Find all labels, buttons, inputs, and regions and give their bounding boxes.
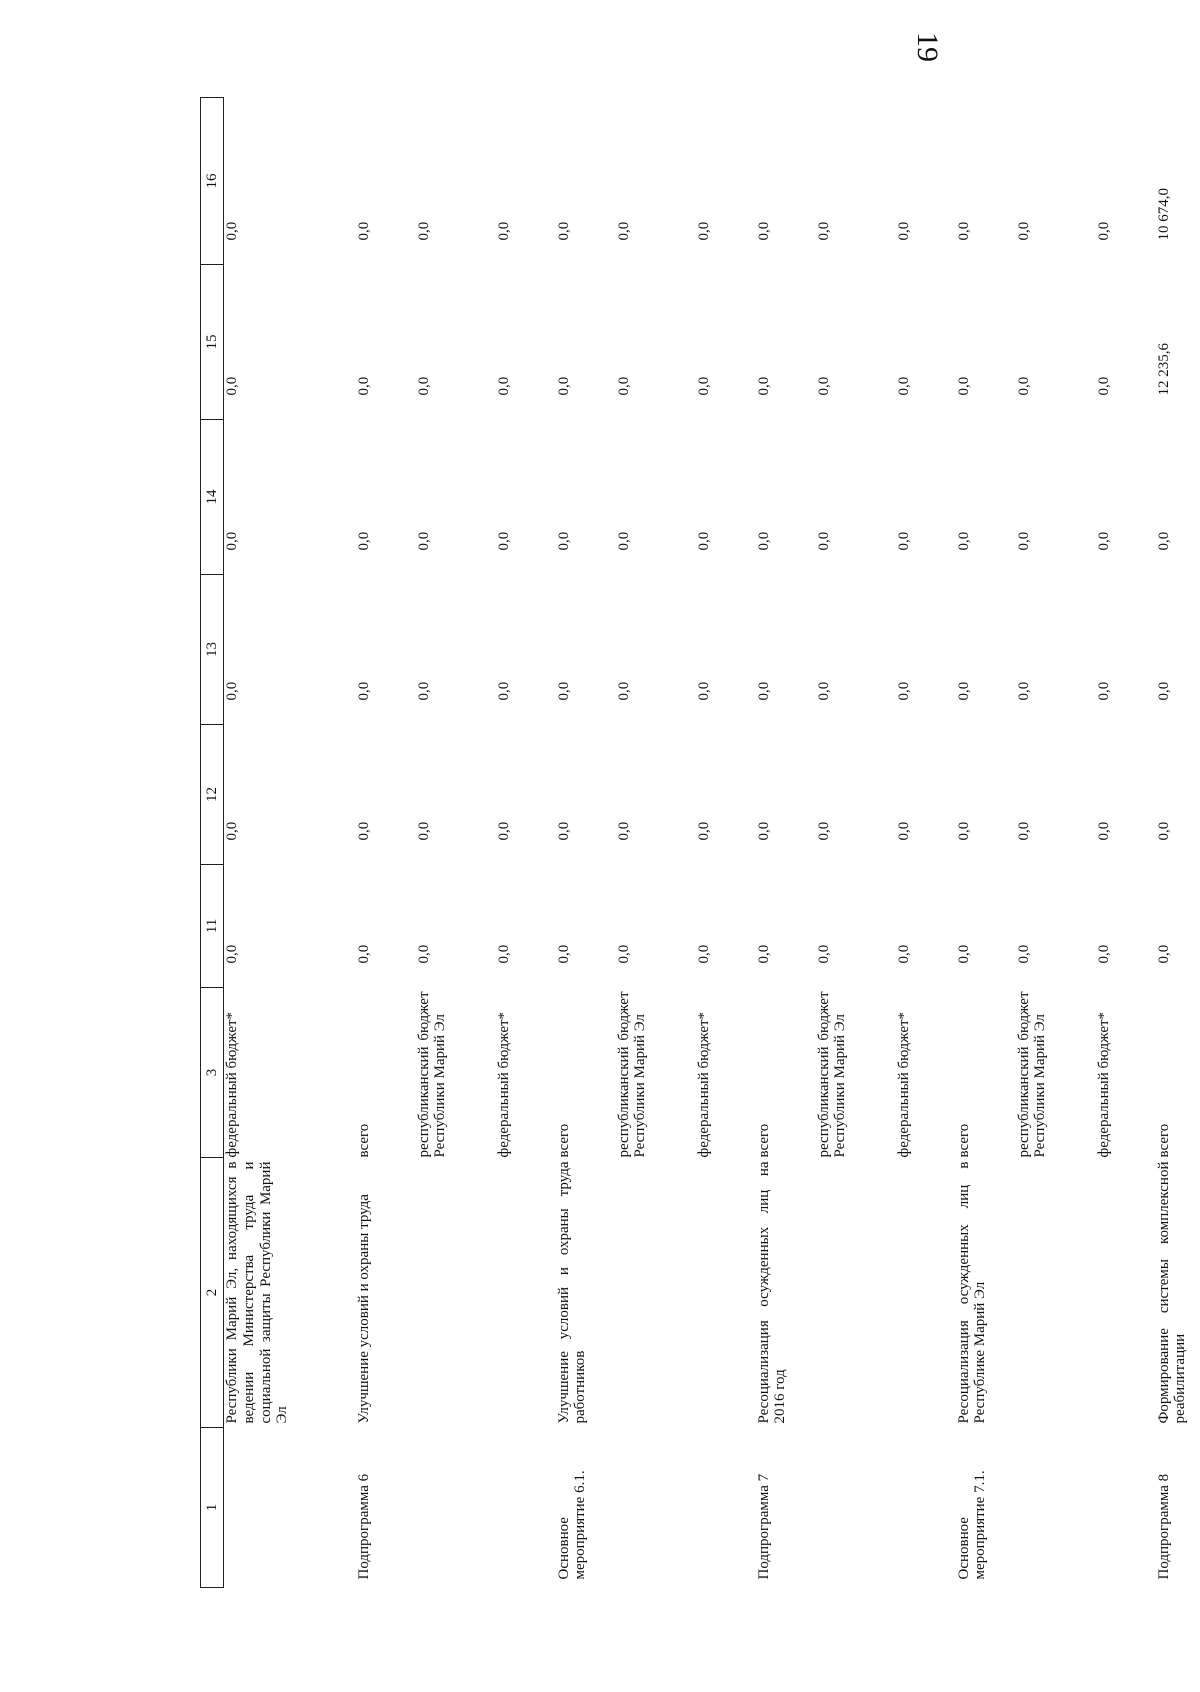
program-name-cell xyxy=(1096,1428,1156,1588)
program-name-cell: Подпрограмма 6 xyxy=(355,1473,372,1580)
value-cell: 0,0 xyxy=(955,681,972,701)
value-cell: 0,0 xyxy=(755,376,772,396)
value-cell: 0,0 xyxy=(224,681,240,701)
value-cell: 0,0 xyxy=(1095,221,1112,241)
value-cell: 0,0 xyxy=(495,221,512,241)
description-cell: Улучшение условий и охраны труда работников xyxy=(555,1161,589,1424)
column-header-1: 1 xyxy=(201,1428,224,1588)
value-cell: 0,0 xyxy=(415,221,432,241)
value-cell: 0,0 xyxy=(895,681,912,701)
value-cell: 0,0 xyxy=(695,821,712,841)
value-cell: 0,0 xyxy=(815,221,832,241)
funding-source-cell: всего xyxy=(1155,1123,1172,1158)
program-name-cell: Основное мероприятие 6.1. xyxy=(555,1470,589,1580)
value-cell: 0,0 xyxy=(1095,376,1112,396)
program-name-cell xyxy=(616,1428,696,1588)
column-header-12: 12 xyxy=(201,725,224,865)
value-cell: 0,0 xyxy=(355,376,372,396)
value-cell: 0,0 xyxy=(555,221,572,241)
value-cell: 0,0 xyxy=(955,531,972,551)
value-cell: 0,0 xyxy=(955,944,972,964)
budget-table xyxy=(200,97,1200,1588)
funding-source-cell: всего xyxy=(755,1123,772,1158)
value-cell: 0,0 xyxy=(224,821,240,841)
value-cell: 0,0 xyxy=(895,376,912,396)
rotated-table-frame xyxy=(200,98,1189,1588)
value-cell: 0,0 xyxy=(695,681,712,701)
table-row xyxy=(224,98,356,1588)
value-cell: 0,0 xyxy=(1095,681,1112,701)
header-row xyxy=(201,98,224,1588)
program-name-cell xyxy=(416,1428,496,1588)
value-cell: 10 674,0 xyxy=(1155,188,1172,241)
value-cell: 0,0 xyxy=(1155,821,1172,841)
program-name-cell xyxy=(1016,1428,1096,1588)
description-cell xyxy=(1096,1158,1156,1428)
value-cell: 0,0 xyxy=(555,681,572,701)
value-cell: 0,0 xyxy=(224,376,240,396)
description-cell xyxy=(896,1158,956,1428)
funding-source-cell: всего xyxy=(555,1123,572,1158)
value-cell: 0,0 xyxy=(1015,531,1032,551)
program-name-cell xyxy=(896,1428,956,1588)
value-cell: 0,0 xyxy=(355,821,372,841)
value-cell: 0,0 xyxy=(615,944,632,964)
value-cell: 0,0 xyxy=(695,944,712,964)
value-cell: 0,0 xyxy=(415,531,432,551)
column-header-16: 16 xyxy=(201,98,224,265)
table-row xyxy=(756,98,816,1588)
value-cell: 0,0 xyxy=(1155,944,1172,964)
value-cell: 0,0 xyxy=(695,531,712,551)
table-row xyxy=(816,98,896,1588)
value-cell: 0,0 xyxy=(1015,944,1032,964)
value-cell: 0,0 xyxy=(895,821,912,841)
table-row xyxy=(956,98,1016,1588)
value-cell: 0,0 xyxy=(495,944,512,964)
table-row xyxy=(356,98,416,1588)
program-name-cell xyxy=(816,1428,896,1588)
value-cell: 0,0 xyxy=(755,531,772,551)
value-cell: 0,0 xyxy=(1155,681,1172,701)
value-cell: 0,0 xyxy=(415,821,432,841)
value-cell: 0,0 xyxy=(555,376,572,396)
description-cell xyxy=(816,1158,896,1428)
funding-source-cell: федеральный бюджет* xyxy=(224,1011,240,1158)
value-cell: 0,0 xyxy=(224,944,240,964)
column-header-11: 11 xyxy=(201,865,224,988)
value-cell: 0,0 xyxy=(415,944,432,964)
program-name-cell: Подпрограмма 8 xyxy=(1155,1473,1172,1580)
value-cell: 0,0 xyxy=(815,531,832,551)
table-row xyxy=(696,98,756,1588)
funding-source-cell: республиканский бюджет Республики Марий Эл xyxy=(815,991,849,1158)
column-header-13: 13 xyxy=(201,575,224,725)
value-cell: 0,0 xyxy=(415,376,432,396)
value-cell: 0,0 xyxy=(755,821,772,841)
value-cell: 0,0 xyxy=(955,821,972,841)
page-number: 19 xyxy=(911,32,944,62)
value-cell: 0,0 xyxy=(755,221,772,241)
value-cell: 0,0 xyxy=(495,376,512,396)
program-name-cell xyxy=(224,1428,356,1588)
column-header-3: 3 xyxy=(201,988,224,1158)
funding-source-cell: федеральный бюджет* xyxy=(1095,1011,1112,1158)
value-cell: 0,0 xyxy=(615,221,632,241)
value-cell: 0,0 xyxy=(755,944,772,964)
program-name-cell: Подпрограмма 7 xyxy=(755,1473,772,1580)
description-cell: Улучшение условий и охраны труда xyxy=(355,1194,372,1424)
program-name-cell: Основное мероприятие 7.1. xyxy=(955,1470,989,1580)
description-cell xyxy=(696,1158,756,1428)
column-header-15: 15 xyxy=(201,265,224,420)
value-cell: 0,0 xyxy=(495,681,512,701)
value-cell: 0,0 xyxy=(815,944,832,964)
value-cell: 0,0 xyxy=(355,531,372,551)
value-cell: 0,0 xyxy=(815,681,832,701)
value-cell: 0,0 xyxy=(615,821,632,841)
value-cell: 0,0 xyxy=(1095,821,1112,841)
description-cell: Ресоциализация осужденных лиц в Республике Марий Эл xyxy=(955,1161,989,1424)
table-row xyxy=(896,98,956,1588)
description-cell xyxy=(1016,1158,1096,1428)
description-cell xyxy=(616,1158,696,1428)
value-cell: 0,0 xyxy=(495,821,512,841)
table-row xyxy=(496,98,556,1588)
funding-source-cell: федеральный бюджет* xyxy=(895,1011,912,1158)
value-cell: 0,0 xyxy=(1095,531,1112,551)
table-row xyxy=(616,98,696,1588)
value-cell: 0,0 xyxy=(815,376,832,396)
value-cell: 0,0 xyxy=(1095,944,1112,964)
value-cell: 0,0 xyxy=(355,221,372,241)
program-name-cell xyxy=(496,1428,556,1588)
value-cell: 12 235,6 xyxy=(1155,343,1172,396)
value-cell: 0,0 xyxy=(1015,681,1032,701)
value-cell: 0,0 xyxy=(895,531,912,551)
table-row xyxy=(1096,98,1156,1588)
value-cell: 0,0 xyxy=(555,531,572,551)
value-cell: 0,0 xyxy=(355,944,372,964)
value-cell: 0,0 xyxy=(495,531,512,551)
table-body xyxy=(224,98,1200,1588)
table-row xyxy=(1156,98,1200,1588)
value-cell: 0,0 xyxy=(1015,221,1032,241)
funding-source-cell: всего xyxy=(355,1123,372,1158)
value-cell: 0,0 xyxy=(895,944,912,964)
value-cell: 0,0 xyxy=(955,221,972,241)
value-cell: 0,0 xyxy=(1015,376,1032,396)
funding-source-cell: федеральный бюджет* xyxy=(495,1011,512,1158)
value-cell: 0,0 xyxy=(895,221,912,241)
value-cell: 0,0 xyxy=(815,821,832,841)
value-cell: 0,0 xyxy=(415,681,432,701)
table-row xyxy=(556,98,616,1588)
description-cell xyxy=(416,1158,496,1428)
value-cell: 0,0 xyxy=(755,681,772,701)
program-name-cell xyxy=(696,1428,756,1588)
value-cell: 0,0 xyxy=(1155,531,1172,551)
value-cell: 0,0 xyxy=(555,944,572,964)
funding-source-cell: республиканский бюджет Республики Марий Эл xyxy=(415,991,449,1158)
description-cell: Формирование системы комплексной реабилитации xyxy=(1155,1161,1189,1424)
column-header-2: 2 xyxy=(201,1158,224,1428)
value-cell: 0,0 xyxy=(615,681,632,701)
value-cell: 0,0 xyxy=(355,681,372,701)
funding-source-cell: всего xyxy=(955,1123,972,1158)
value-cell: 0,0 xyxy=(224,221,240,241)
value-cell: 0,0 xyxy=(224,531,240,551)
column-header-14: 14 xyxy=(201,420,224,575)
value-cell: 0,0 xyxy=(555,821,572,841)
value-cell: 0,0 xyxy=(955,376,972,396)
value-cell: 0,0 xyxy=(695,221,712,241)
description-cell: Ресоциализация осужденных лиц на 2016 год xyxy=(755,1161,789,1424)
value-cell: 0,0 xyxy=(695,376,712,396)
funding-source-cell: республиканский бюджет Республики Марий Эл xyxy=(1015,991,1049,1158)
description-cell: Республики Марий Эл, находящихся в ведении Министерства труда и социальной защиты Республики Марий Эл xyxy=(224,1161,291,1424)
funding-source-cell: республиканский бюджет Республики Марий Эл xyxy=(615,991,649,1158)
value-cell: 0,0 xyxy=(615,531,632,551)
description-cell xyxy=(496,1158,556,1428)
table-row xyxy=(416,98,496,1588)
value-cell: 0,0 xyxy=(1015,821,1032,841)
table-row xyxy=(1016,98,1096,1588)
funding-source-cell: федеральный бюджет* xyxy=(695,1011,712,1158)
value-cell: 0,0 xyxy=(615,376,632,396)
